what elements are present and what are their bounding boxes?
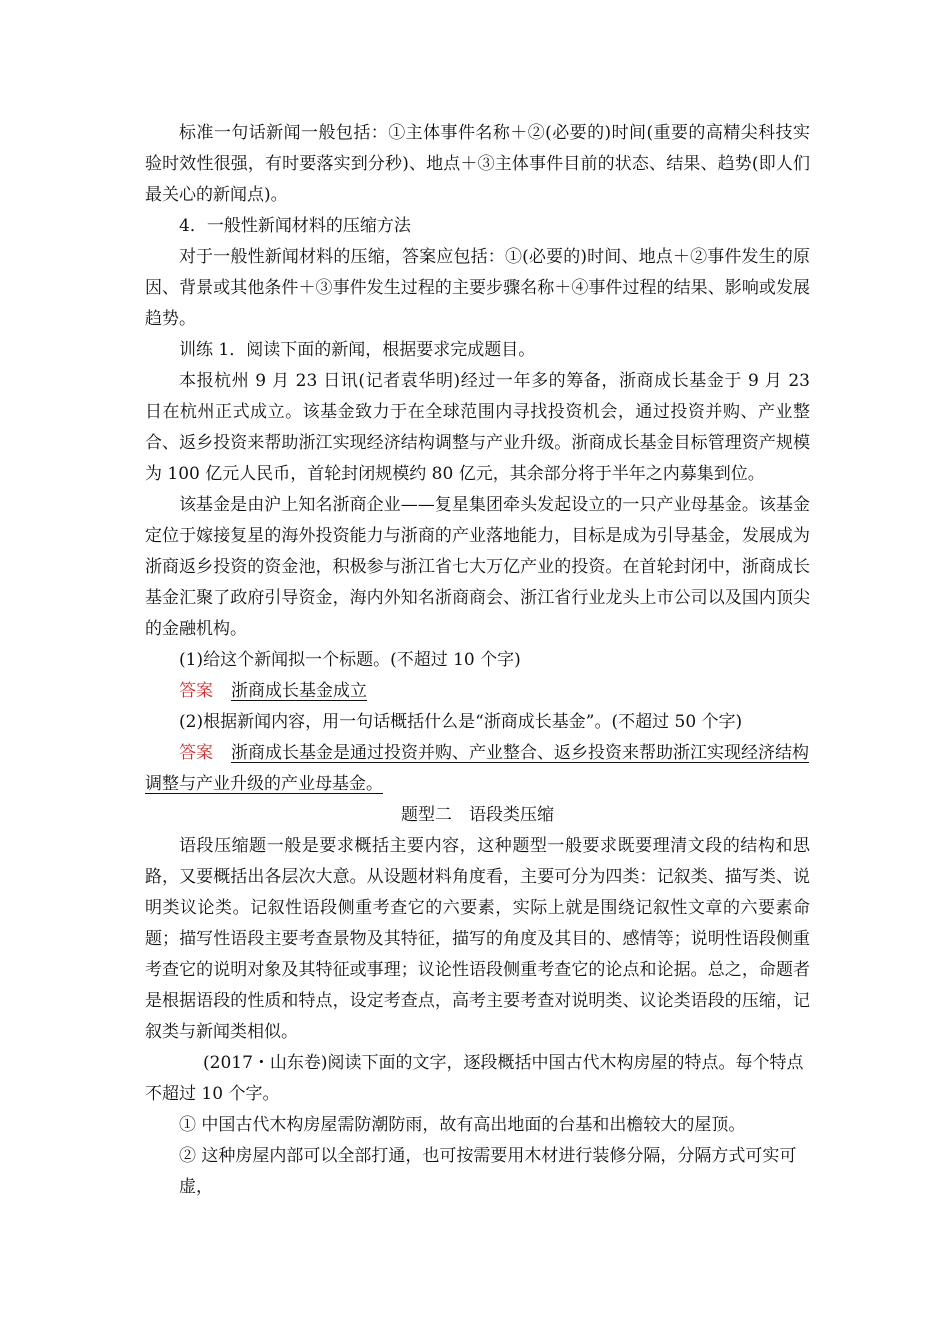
paragraph-standard-news: 标准一句话新闻一般包括：①主体事件名称＋②(必要的)时间(重要的高精尖科技实验时效性很强，有时要落实到分秒)、地点＋③主体事件目前的状态、结果、趋势(即人们最关心的新闻点)。	[145, 123, 810, 205]
paragraph-general-news: 对于一般性新闻材料的压缩，答案应包括：①(必要的)时间、地点＋②事件发生的原因、背景或其他条件＋③事件发生过程的主要步骤名称＋④事件过程的结果、影响或发展趋势。	[145, 247, 810, 329]
list-item-2: ② 这种房屋内部可以全部打通，也可按需要用木材进行装修分隔，分隔方式可实可虚，	[179, 1146, 797, 1197]
question-2: (2)根据新闻内容，用一句话概括什么是“浙商成长基金”。(不超过 50 个字)	[179, 712, 743, 732]
question-1: (1)给这个新闻拟一个标题。(不超过 10 个字)	[179, 650, 521, 670]
answer-1	[145, 676, 810, 707]
document-page	[145, 118, 810, 1203]
exercise-prompt: 训练 1．阅读下面的新闻，根据要求完成题目。	[179, 340, 536, 360]
exam-question: (2017・山东卷)阅读下面的文字，逐段概括中国古代木构房屋的特点。每个特点不超过 10 个字。	[145, 1053, 804, 1104]
answer-label: 答案	[179, 681, 213, 701]
answer-label: 答案	[179, 743, 213, 763]
news-paragraph-2: 该基金是由沪上知名浙商企业——复星集团牵头发起设立的一只产业母基金。该基金定位于嫁接复星的海外投资能力与浙商的产业落地能力，目标是成为引导基金，发展成为浙商返乡投资的资金池，积极参与浙江省七大万亿产业的投资。在首轮封闭中，浙商成长基金汇聚了政府引导资金，海内外知名浙商商会、浙江省行业龙头上市公司以及国内顶尖的金融机构。	[145, 495, 810, 639]
news-paragraph-1: 本报杭州 9 月 23 日讯(记者袁华明)经过一年多的筹备，浙商成长基金于 9 月 23 日在杭州正式成立。该基金致力于在全球范围内寻找投资机会，通过投资并购、产业整合、返乡投资来帮助浙江实现经济结构调整与产业升级。浙商成长基金目标管理资产规模为 100 亿元人民币，首轮封闭规模约 80 亿元，其余部分将于半年之内募集到位。	[145, 371, 810, 484]
paragraph-segment-compression: 语段压缩题一般是要求概括主要内容，这种题型一般要求既要理清文段的结构和思路，又要概括出各层次大意。从设题材料角度看，主要可分为四类：记叙类、描写类、说明类议论类。记叙性语段侧重考查它的六要素，实际上就是围绕记叙性文章的六要素命题；描写性语段主要考查景物及其特征，描写的角度及其目的、感情等；说明性语段侧重考查它的说明对象及其特征或事理；议论性语段侧重考查它的论点和论据。总之，命题者是根据语段的性质和特点，设定考查点，高考主要考查对说明类、议论类语段的压缩，记叙类与新闻类相似。	[145, 836, 810, 1042]
answer-1-text: 浙商成长基金成立	[231, 681, 367, 701]
heading-compression-method: 4．一般性新闻材料的压缩方法	[179, 216, 411, 236]
answer-2-text-line2: 调整与产业升级的产业母基金。	[145, 774, 383, 794]
answer-2-continuation	[145, 769, 810, 800]
section-title: 题型二 语段类压缩	[401, 805, 554, 825]
answer-2	[145, 738, 810, 769]
list-item-1: ① 中国古代木构房屋需防潮防雨，故有高出地面的台基和出檐较大的屋顶。	[179, 1115, 746, 1135]
answer-2-text-line1: 浙商成长基金是通过投资并购、产业整合、返乡投资来帮助浙江实现经济结构	[231, 743, 809, 763]
